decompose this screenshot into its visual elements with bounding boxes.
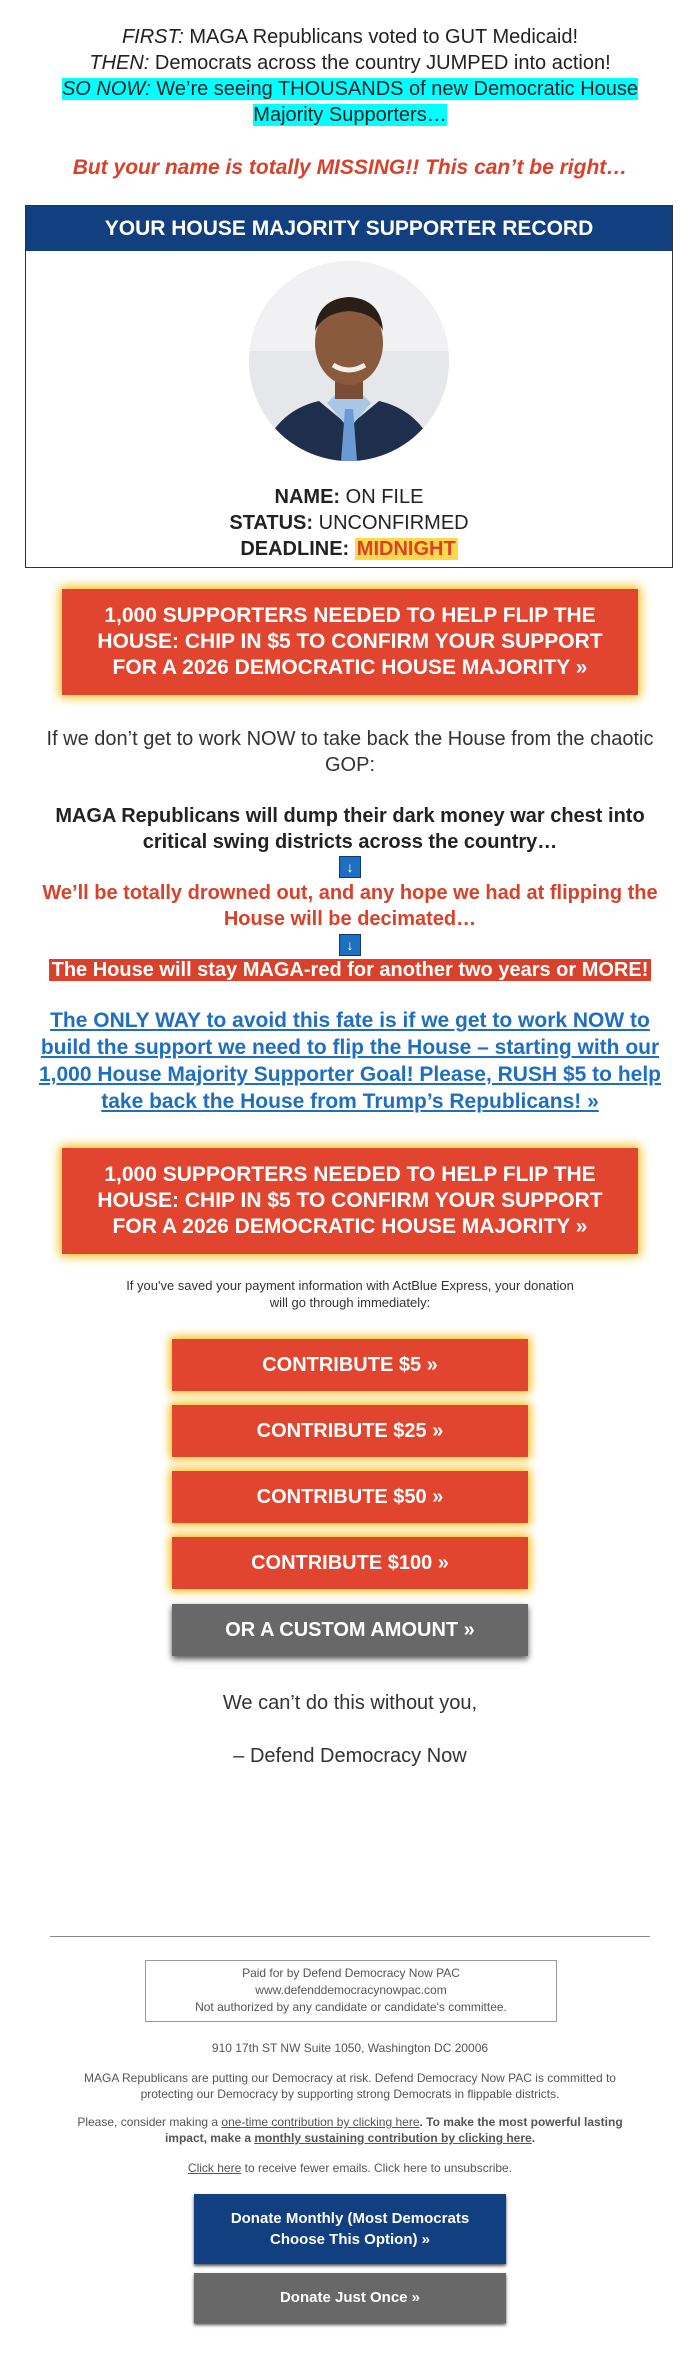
rush-link[interactable]: The ONLY WAY to avoid this fate is if we get to work NOW to build the support we need to flip the House – starting with our 1,000 House Majority Supporter Goal! Please, RUSH $5 to help take back the House from Trump’s Republicans! » <box>38 1009 661 1113</box>
intro-sonow <box>40 76 660 128</box>
body-p1: If we don’t get to work NOW to take back the House from the chaotic GOP: <box>46 728 654 776</box>
contribute-25-button[interactable]: CONTRIBUTE $25 » <box>172 1405 528 1457</box>
unsubscribe-text[interactable]: to receive fewer emails. Click here to unsubscribe. <box>241 2161 513 2175</box>
paid-by: Paid for by Defend Democracy Now PAC <box>242 1966 460 1980</box>
body-p3: We’ll be totally drowned out, and any hope we had at flipping the House will be decimated… <box>42 882 658 930</box>
arrow-2 <box>35 934 665 956</box>
custom-amount-button[interactable]: OR A CUSTOM AMOUNT » <box>172 1604 528 1656</box>
not-authorized: Not authorized by any candidate or candidate's committee. <box>195 2000 507 2014</box>
first-text: MAGA Republicans voted to GUT Medicaid! <box>183 26 579 48</box>
status-label: STATUS: <box>229 512 314 534</box>
candidate-photo <box>249 261 449 461</box>
then-text: Democrats across the country JUMPED into action! <box>149 52 611 74</box>
website: www.defenddemocracynowpac.com <box>255 1983 447 1997</box>
one-time-link[interactable]: one-time contribution by clicking here <box>221 2115 420 2129</box>
contribute-50-button[interactable]: CONTRIBUTE $50 » <box>172 1471 528 1523</box>
intro-then <box>40 50 660 76</box>
maga-red-warning: The House will stay MAGA-red for another two years or MORE! <box>49 959 652 981</box>
deadline-label: DEADLINE: <box>240 538 350 560</box>
address: 910 17th ST NW Suite 1050, Washington DC 20006 <box>211 2041 489 2055</box>
record-details <box>26 484 672 562</box>
mission-statement: MAGA Republicans are putting our Democracy at risk. Defend Democracy Now PAC is committed to protecting our Democracy by supporting strong Democrats in flippable districts. <box>84 2071 616 2101</box>
consider-mid: . To make the most powerful lasting impact, make a <box>164 2115 623 2145</box>
monthly-link[interactable]: monthly sustaining contribution by clicking here <box>254 2131 532 2145</box>
donate-once-button[interactable]: Donate Just Once » <box>194 2273 506 2323</box>
contribute-100-button[interactable]: CONTRIBUTE $100 » <box>172 1537 528 1589</box>
donate-monthly-button[interactable]: Donate Monthly (Most Democrats Choose This Option) » <box>194 2194 506 2264</box>
supporter-record-card <box>25 205 673 568</box>
intro-first <box>40 24 660 50</box>
consider-prefix: Please, consider making a <box>77 2115 222 2129</box>
cta-button-top[interactable]: 1,000 SUPPORTERS NEEDED TO HELP FLIP THE HOUSE: CHIP IN $5 TO CONFIRM YOUR SUPPORT FOR A 2026 DEMOCRATIC HOUSE MAJORITY » <box>62 589 638 695</box>
paid-for-box <box>145 1960 557 2022</box>
first-label: FIRST: <box>121 26 184 48</box>
fewer-emails-link[interactable]: Click here <box>187 2161 242 2175</box>
deadline-value: MIDNIGHT <box>356 538 456 560</box>
then-label: THEN: <box>89 52 150 74</box>
down-arrow-icon: ↓ <box>339 856 361 878</box>
footer-divider <box>50 1936 650 1937</box>
closing-line: We can’t do this without you, <box>222 1692 478 1714</box>
consider-suffix: . <box>531 2131 536 2145</box>
record-name <box>26 484 672 510</box>
status-value: UNCONFIRMED <box>318 512 469 534</box>
down-arrow-icon: ↓ <box>339 934 361 956</box>
record-deadline <box>26 536 672 562</box>
name-label: NAME: <box>274 486 341 508</box>
actblue-note: If you've saved your payment information with ActBlue Express, your donation will go through immediately: <box>126 1278 574 1310</box>
contribution-options <box>60 2114 640 2146</box>
missing-warning: But your name is totally MISSING!! This can’t be right… <box>72 156 628 179</box>
sonow-text: We’re seeing THOUSANDS of new Democratic House Majority Supporters… <box>150 78 639 126</box>
email-preferences <box>50 2160 650 2176</box>
name-value: ON FILE <box>345 486 424 508</box>
contribute-5-button[interactable]: CONTRIBUTE $5 » <box>172 1339 528 1391</box>
arrow-1 <box>35 856 665 878</box>
cta-button-middle[interactable]: 1,000 SUPPORTERS NEEDED TO HELP FLIP THE HOUSE: CHIP IN $5 TO CONFIRM YOUR SUPPORT FOR A 2026 DEMOCRATIC HOUSE MAJORITY » <box>62 1148 638 1254</box>
body-p4 <box>35 958 665 984</box>
body-p2: MAGA Republicans will dump their dark money war chest into critical swing districts across the country… <box>55 805 645 853</box>
intro-block <box>40 24 660 128</box>
record-status <box>26 510 672 536</box>
record-header: YOUR HOUSE MAJORITY SUPPORTER RECORD <box>26 206 672 251</box>
signature: – Defend Democracy Now <box>233 1745 467 1767</box>
sonow-label: SO NOW: <box>61 78 151 100</box>
